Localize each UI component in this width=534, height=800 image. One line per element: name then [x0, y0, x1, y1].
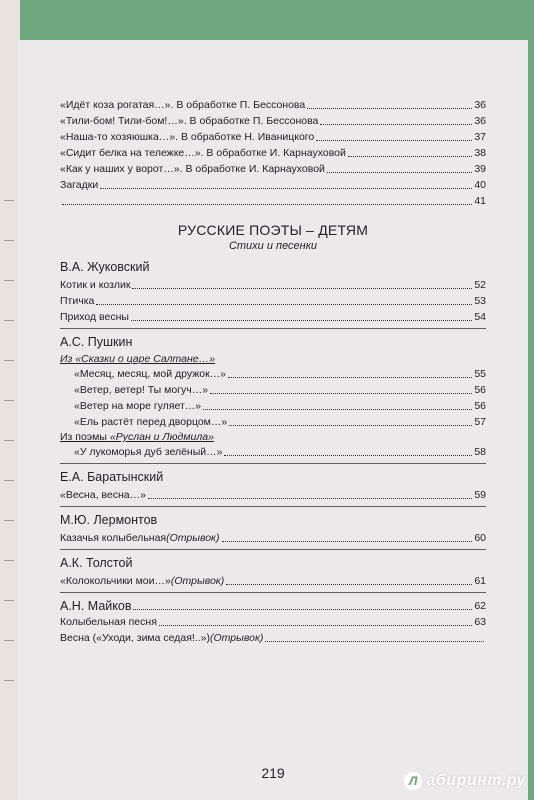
- author-name: А.К. Толстой: [60, 556, 133, 570]
- dot-leader: [62, 204, 472, 205]
- toc-entry: [60, 615, 486, 629]
- toc-entry-title: «Колокольчики мои…»: [60, 575, 171, 587]
- toc-entry-page: 40: [474, 179, 486, 191]
- author-block: [60, 513, 486, 550]
- toc-entry-page: 60: [474, 532, 486, 544]
- toc-entry: [60, 146, 486, 160]
- toc-entry-title: Весна («Уходи, зима седая!..»): [60, 632, 211, 644]
- book-page: [18, 40, 528, 800]
- dot-leader: [224, 455, 472, 456]
- dot-leader: [316, 140, 472, 141]
- toc-entry: [60, 114, 486, 128]
- toc-entry-page: 52: [474, 279, 486, 291]
- section-subtitle: Стихи и песенки: [228, 240, 318, 252]
- toc-entry: [60, 310, 486, 324]
- author-name: В.А. Жуковский: [60, 260, 150, 274]
- toc-entry: [60, 278, 486, 292]
- author-name: А.Н. Майков: [60, 599, 132, 613]
- toc-entry-page: 55: [474, 368, 486, 380]
- folk-entries: [60, 98, 486, 208]
- toc-entry: [60, 294, 486, 308]
- toc-entry: [74, 445, 486, 459]
- toc-entry-title: Птичка: [60, 295, 95, 307]
- toc-entry-page: 62: [474, 600, 486, 612]
- work-source-title: «Сказки о царе Салтане…»: [75, 353, 215, 365]
- toc-entry-page: 36: [474, 99, 486, 111]
- toc-entry-title: «Ель растёт перед дворцом…»: [74, 416, 228, 428]
- dot-leader: [159, 625, 472, 626]
- toc-entry: [60, 98, 486, 112]
- dot-leader: [226, 584, 472, 585]
- author-block: [60, 599, 486, 645]
- toc-entry: [74, 399, 486, 413]
- toc-entry: [60, 574, 486, 588]
- author-name: Е.А. Баратынский: [60, 470, 164, 484]
- toc-entry-note: (Отрывок): [210, 632, 264, 644]
- dot-leader: [320, 124, 472, 125]
- toc-entry-page: 54: [474, 311, 486, 323]
- toc-entry-title: Загадки: [60, 179, 99, 191]
- toc-entry-title: Колыбельная песня: [60, 616, 157, 628]
- work-source-prefix: Из: [60, 353, 76, 365]
- toc-entry-title: «Сидит белка на тележке…». В обработке И. Карнауховой: [60, 147, 346, 159]
- toc-entry: [60, 194, 486, 208]
- table-of-contents: [60, 98, 486, 647]
- toc-entry-page: 36: [474, 115, 486, 127]
- author-block: [60, 335, 486, 464]
- labirint-logo-icon: Л: [404, 772, 422, 790]
- dot-leader: [265, 641, 484, 642]
- toc-entry-page: 56: [474, 384, 486, 396]
- toc-entry-page: 56: [474, 400, 486, 412]
- toc-entry-page: 41: [474, 195, 486, 207]
- author-divider: [60, 549, 486, 550]
- author-name: М.Ю. Лермонтов: [60, 513, 158, 527]
- toc-entry-page: 58: [474, 446, 486, 458]
- toc-entry: [60, 488, 486, 502]
- toc-entry-page: 38: [474, 147, 486, 159]
- book-spine-edge: [0, 0, 20, 800]
- toc-entry-title: «Тили-бом! Тили-бом!…». В обработке П. Бессонова: [60, 115, 319, 127]
- dot-leader: [131, 320, 472, 321]
- author-divider: [60, 463, 486, 464]
- toc-entry-title: Котик и козлик: [60, 279, 131, 291]
- dot-leader: [229, 425, 472, 426]
- dot-leader: [228, 377, 472, 378]
- toc-entry: [74, 383, 486, 397]
- toc-entry-page: 57: [474, 416, 486, 428]
- dot-leader: [148, 498, 472, 499]
- dot-leader: [327, 172, 472, 173]
- toc-entry: [60, 178, 486, 192]
- page-number: 219: [261, 765, 285, 781]
- dot-leader: [307, 108, 472, 109]
- toc-entry: [74, 367, 486, 381]
- toc-entry: [60, 599, 486, 613]
- toc-entry-title: «Идёт коза рогатая…». В обработке П. Бессонова: [60, 99, 306, 111]
- author-block: [60, 556, 486, 593]
- toc-entry-page: 53: [474, 295, 486, 307]
- toc-entry-title: «Наша-то хозяюшка…». В обработке Н. Иваницкого: [60, 131, 315, 143]
- toc-entry-title: «Месяц, месяц, мой дружок…»: [74, 368, 227, 380]
- author-divider: [60, 506, 486, 507]
- work-source-prefix: Из поэмы: [60, 431, 110, 443]
- toc-entry-page: 37: [474, 131, 486, 143]
- author-divider: [60, 592, 486, 593]
- toc-entry-title: «Ветер, ветер! Ты могуч…»: [74, 384, 209, 396]
- toc-entry-title: «Как у наших у ворот…». В обработке И. Карнауховой: [60, 163, 325, 175]
- dot-leader: [203, 409, 472, 410]
- dot-leader: [210, 393, 472, 394]
- dot-leader: [222, 541, 473, 542]
- dot-leader: [100, 188, 472, 189]
- author-block: [60, 470, 486, 507]
- toc-entry-title: «У лукоморья дуб зелёный…»: [74, 446, 223, 458]
- site-watermark: [404, 772, 526, 790]
- toc-entry: [60, 631, 486, 645]
- toc-entry-page: 61: [474, 575, 486, 587]
- toc-entry: [60, 531, 486, 545]
- author-block: [60, 260, 486, 329]
- section-title: РУССКИЕ ПОЭТЫ – ДЕТЯМ: [177, 222, 369, 238]
- dot-leader: [348, 156, 472, 157]
- toc-entry-page: 59: [474, 489, 486, 501]
- toc-entry-note: (Отрывок): [166, 532, 220, 544]
- work-source-title: «Руслан и Людмила»: [109, 431, 214, 443]
- toc-entry: [60, 162, 486, 176]
- watermark-text: абиринт.ру: [426, 772, 526, 789]
- toc-entry: [74, 415, 486, 429]
- toc-entry-title: Приход весны: [60, 311, 129, 323]
- dot-leader: [132, 288, 472, 289]
- work-source: [60, 353, 486, 365]
- toc-entry-note: (Отрывок): [170, 575, 225, 587]
- toc-entry-title: «Ветер на море гуляет…»: [74, 400, 202, 412]
- dot-leader: [96, 304, 472, 305]
- toc-entry-title: Казачья колыбельная: [60, 532, 167, 544]
- dot-leader: [133, 609, 472, 610]
- toc-entry: [60, 130, 486, 144]
- toc-entry-page: 63: [474, 616, 486, 628]
- toc-entry-page: 39: [474, 163, 486, 175]
- author-name: А.С. Пушкин: [60, 335, 133, 349]
- work-source: [60, 431, 486, 443]
- toc-entry-title: «Весна, весна…»: [60, 489, 146, 501]
- author-divider: [60, 328, 486, 329]
